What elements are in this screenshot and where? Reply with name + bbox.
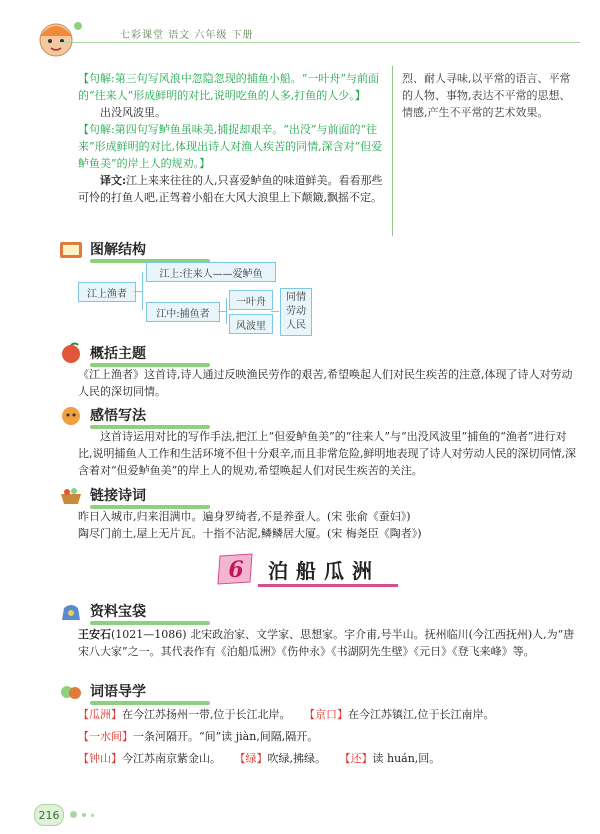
vocab-def: 在今江苏扬州一带,位于长江北岸。 [122,708,291,721]
chapter-title: 泊船瓜洲 [268,559,380,583]
sentence-note-4: 【句解:第四句写鲈鱼虽味美,捕捉却艰辛。“出没”与前面的“往来”形成鲜明的对比,体现出诗人对渔人疾苦的同情,深含对“但爱鲈鱼美”的岸上人的规劝。】 [78,123,383,170]
column-divider [392,66,393,236]
diagram-leaf-1: 一叶舟 [229,290,273,310]
fruit-icon [58,404,84,426]
materials-paragraph [78,626,578,660]
section-materials [58,600,146,622]
vocab-def: 在今江苏镇江,位于长江南岸。 [348,708,495,721]
diagram-root: 江上渔者 [78,282,136,302]
poem-notes [78,70,384,206]
vocab-def: 今江苏南京紫金山。 [122,752,221,765]
diagram-result: 同情 劳动 人民 [280,288,312,336]
diagram-leaf-2: 风波里 [229,314,273,334]
writing-text: 这首诗运用对比的写作手法,把江上“但爱鲈鱼美”的“往来人”与“出没风波里”捕鱼的“渔者”进行对比,说明捕鱼人工作和生活环境不但十分艰辛,而且非常危险,鲜明地表现了诗人对劳动人民的深切同情,深含着对“但爱鲈鱼美”的岸上人的规劝,希望唤起人们对民生疾苦的关注。 [78,430,576,477]
translation-label: 译文: [100,174,127,187]
vocab-term: 【绿】 [234,752,268,765]
vocab-row [78,728,578,746]
decor-dot [70,811,77,818]
section-title: 概括主题 [90,343,146,363]
vocab-term: 【钟山】 [78,752,122,765]
poem-item: 陶尽门前土,屋上无片瓦。十指不沾泥,鳞鳞居大厦。(宋 梅尧臣《陶者》) [78,527,422,540]
vocab-row [78,750,578,768]
vocab-list [78,706,578,768]
decor-dot [91,814,94,817]
vocab-term: 【还】 [339,752,373,765]
chapter-title-underline [258,584,398,587]
running-header: 七彩课堂 语文 六年级 下册 [120,30,254,41]
theme-paragraph [78,366,578,400]
sentence-note-3: 【句解:第三句写风浪中忽隐忽现的捕鱼小船。“一叶舟”与前面的“往来人”形成鲜明的对比,说明吃鱼的人多,打鱼的人少。】 [78,72,379,102]
section-structure [58,238,146,260]
vocab-def: 吹绿,拂绿。 [267,752,326,765]
section-title: 图解结构 [90,239,146,259]
vocab-def: 读 huán,回。 [372,752,441,765]
diagram-branch-1: 江上:往来人——爱鲈鱼 [146,262,276,282]
author-bio: (1021—1086) 北宋政治家、文学家、思想家。字介甫,号半山。抚州临川(今江西抚州)人,为“唐宋八大家”之一。其代表作有《泊船瓜洲》《伤仲永》《书湖阴先生壁》《元日》《登飞来峰》等。 [78,628,575,658]
mascot-icon [26,14,86,62]
chapter-number-badge [216,552,256,586]
section-writing [58,404,146,426]
poem-line: 出没风波里。 [100,106,166,119]
section-title: 词语导学 [90,681,146,701]
basket-icon [58,484,84,506]
page-number: 216 [34,804,64,826]
section-poems [58,484,146,506]
theme-text: 《江上渔者》这首诗,诗人通过反映渔民劳作的艰苦,希望唤起人们对民生疾苦的注意,体现了诗人对劳动人民的深切同情。 [78,368,573,398]
diagram-connector [271,311,279,312]
poem-list [78,508,578,542]
diagram-connector [218,311,226,312]
section-vocab [58,680,146,702]
poem-item: 昨日入城市,归来泪满巾。遍身罗绮者,不是养蚕人。(宋 张俞《蚕妇》) [78,510,411,523]
book-icon [58,238,84,260]
translation [78,172,384,206]
chapter-number: 6 [228,557,244,583]
translation-text: 江上来来往往的人,只喜爱鲈鱼的味道鲜美。看看那些可怜的打鱼人吧,正驾着小船在大风大浪里上下颠簸,飘摇不定。 [78,174,383,204]
section-title: 链接诗词 [90,485,146,505]
diagram-branch-2: 江中:捕鱼者 [146,302,220,322]
vocab-def: 一条河隔开。“间”读 jiàn,间隔,隔开。 [133,730,319,743]
author-name: 王安石 [78,628,111,641]
diagram-connector [134,291,142,292]
fruit-icon [58,342,84,364]
section-title: 感悟写法 [90,405,146,425]
vocab-term: 【一水间】 [78,730,133,743]
vocab-term: 【瓜洲】 [78,708,122,721]
side-note: 烈、耐人寻味,以平常的语言、平常的人物、事物,表达不平常的思想、情感,产生不平常的艺术效果。 [402,72,571,119]
decor-dot [82,813,86,817]
header-rule [60,42,580,43]
section-theme [58,342,146,364]
writing-paragraph [78,428,578,479]
section-title: 资料宝袋 [90,601,146,621]
diagram-connector [142,272,143,310]
vocab-row [78,706,578,724]
vocab-term: 【京口】 [304,708,348,721]
fruit-basket-icon [58,680,84,702]
diagram-connector [226,298,227,324]
bag-icon [58,600,84,622]
